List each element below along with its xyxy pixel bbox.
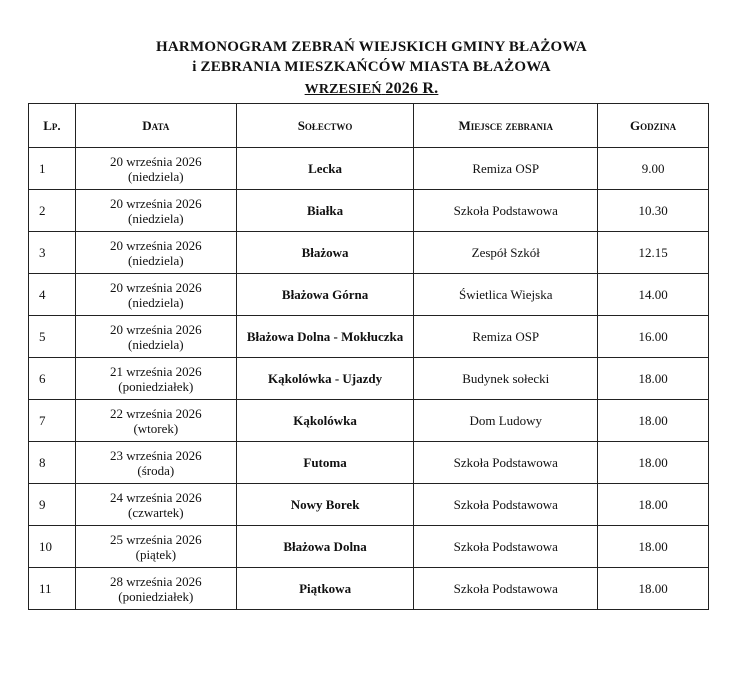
meeting-time: 9.00 [641,161,665,176]
date-text: 20 września 2026 [109,321,202,337]
date-text: 20 września 2026 [109,153,202,169]
meeting-place: Zespół Szkół [471,245,540,260]
cell-date [75,232,236,274]
cell-lp [29,148,76,190]
solectwo-name: Lecka [308,161,343,176]
date-text: 22 września 2026 [109,405,202,421]
cell-lp [29,442,76,484]
meeting-time: 14.00 [638,287,668,302]
cell-solectwo [236,484,414,526]
meeting-time: 18.00 [638,455,668,470]
cell-godzina [598,358,709,400]
lp-number: 1 [39,161,46,176]
solectwo-name: Futoma [303,455,347,470]
solectwo-name: Błażowa Dolna - Mokłuczka [246,329,404,344]
meeting-place: Świetlica Wiejska [459,287,553,302]
date-text: 28 września 2026 [109,573,202,589]
document-title-line-2: i ZEBRANIA MIESZKAŃCÓW MIASTA BŁAŻOWA [192,59,551,75]
cell-solectwo [236,526,414,568]
cell-miejsce [414,568,598,610]
weekday-text: (wtorek) [133,420,179,436]
lp-number: 8 [39,455,46,470]
date-text: 20 września 2026 [109,279,202,295]
weekday-text: (poniedziałek) [118,588,194,604]
cell-godzina [598,526,709,568]
table-row [29,148,709,190]
solectwo-name: Kąkolówka - Ujazdy [268,371,383,386]
header-godzina: Godzina [598,104,709,148]
lp-number: 3 [39,245,46,260]
cell-solectwo [236,232,414,274]
cell-date [75,526,236,568]
header-data: Data [75,104,236,148]
cell-miejsce [414,526,598,568]
cell-godzina [598,274,709,316]
cell-date [75,568,236,610]
cell-godzina [598,400,709,442]
cell-lp [29,190,76,232]
meeting-time: 10.30 [638,203,668,218]
meeting-time: 18.00 [638,497,668,512]
weekday-text: (czwartek) [128,504,184,520]
year-label: 2026 R. [385,80,439,97]
weekday-text: (niedziela) [128,252,184,268]
date-text: 21 września 2026 [109,363,202,379]
solectwo-name: Błażowa Dolna [283,539,367,554]
cell-miejsce [414,400,598,442]
cell-solectwo [236,568,414,610]
meeting-place: Szkoła Podstawowa [453,581,558,596]
table-row [29,274,709,316]
lp-number: 9 [39,497,46,512]
table-row [29,190,709,232]
month-label: WRZESIEŃ [304,82,382,97]
meeting-place: Budynek sołecki [462,371,550,386]
cell-lp [29,316,76,358]
cell-solectwo [236,442,414,484]
schedule-table [28,103,709,610]
cell-date [75,484,236,526]
cell-godzina [598,190,709,232]
cell-miejsce [414,316,598,358]
date-text: 20 września 2026 [109,237,202,253]
lp-number: 4 [39,287,46,302]
document-title-line-1: HARMONOGRAM ZEBRAŃ WIEJSKICH GMINY BŁAŻOWA [156,39,587,55]
weekday-text: (niedziela) [128,210,184,226]
weekday-text: (niedziela) [128,294,184,310]
solectwo-name: Błażowa [301,245,349,260]
table-row [29,484,709,526]
cell-godzina [598,232,709,274]
cell-lp [29,526,76,568]
cell-miejsce [414,232,598,274]
cell-date [75,400,236,442]
cell-solectwo [236,190,414,232]
cell-miejsce [414,274,598,316]
table-row [29,316,709,358]
weekday-text: (niedziela) [128,168,184,184]
solectwo-name: Piątkowa [299,581,352,596]
date-text: 24 września 2026 [109,489,202,505]
date-text: 25 września 2026 [109,531,202,547]
cell-solectwo [236,400,414,442]
meeting-place: Szkoła Podstawowa [453,455,558,470]
cell-godzina [598,316,709,358]
lp-number: 7 [39,413,46,428]
meeting-time: 12.15 [638,245,668,260]
cell-lp [29,400,76,442]
lp-number: 5 [39,329,46,344]
lp-number: 2 [39,203,46,218]
meeting-place: Szkoła Podstawowa [453,539,558,554]
cell-lp [29,232,76,274]
header-miejsce: Miejsce zebrania [414,104,598,148]
cell-lp [29,274,76,316]
table-row [29,442,709,484]
solectwo-name: Kąkolówka [293,413,357,428]
meeting-time: 18.00 [638,371,668,386]
cell-lp [29,358,76,400]
cell-miejsce [414,148,598,190]
cell-solectwo [236,148,414,190]
meeting-time: 18.00 [638,413,668,428]
meeting-time: 18.00 [638,539,668,554]
header-lp: Lp. [29,104,76,148]
document-subtitle-month [0,80,743,98]
cell-miejsce [414,442,598,484]
meeting-time: 18.00 [638,581,668,596]
cell-lp [29,568,76,610]
lp-number: 11 [39,581,52,596]
table-row [29,358,709,400]
weekday-text: (środa) [137,462,175,478]
meeting-place: Szkoła Podstawowa [453,497,558,512]
header-solectwo: Sołectwo [236,104,414,148]
cell-date [75,274,236,316]
cell-solectwo [236,358,414,400]
cell-lp [29,484,76,526]
cell-miejsce [414,484,598,526]
cell-miejsce [414,358,598,400]
cell-solectwo [236,316,414,358]
cell-solectwo [236,274,414,316]
meeting-place: Remiza OSP [472,329,540,344]
weekday-text: (poniedziałek) [118,378,194,394]
weekday-text: (niedziela) [128,336,184,352]
date-text: 20 września 2026 [109,195,202,211]
cell-godzina [598,148,709,190]
cell-miejsce [414,190,598,232]
lp-number: 6 [39,371,46,386]
cell-date [75,148,236,190]
solectwo-name: Białka [307,203,344,218]
meeting-place: Dom Ludowy [469,413,543,428]
solectwo-name: Błażowa Górna [281,287,369,302]
date-text: 23 września 2026 [109,447,202,463]
cell-godzina [598,568,709,610]
cell-date [75,442,236,484]
solectwo-name: Nowy Borek [290,497,360,512]
table-row [29,526,709,568]
cell-date [75,190,236,232]
lp-number: 10 [39,539,52,554]
table-header-row [29,104,709,148]
table-row [29,400,709,442]
meeting-place: Remiza OSP [472,161,540,176]
meeting-place: Szkoła Podstawowa [453,203,558,218]
weekday-text: (piątek) [135,546,177,562]
table-row [29,232,709,274]
cell-godzina [598,484,709,526]
cell-date [75,358,236,400]
meeting-time: 16.00 [638,329,668,344]
table-row [29,568,709,610]
cell-date [75,316,236,358]
cell-godzina [598,442,709,484]
